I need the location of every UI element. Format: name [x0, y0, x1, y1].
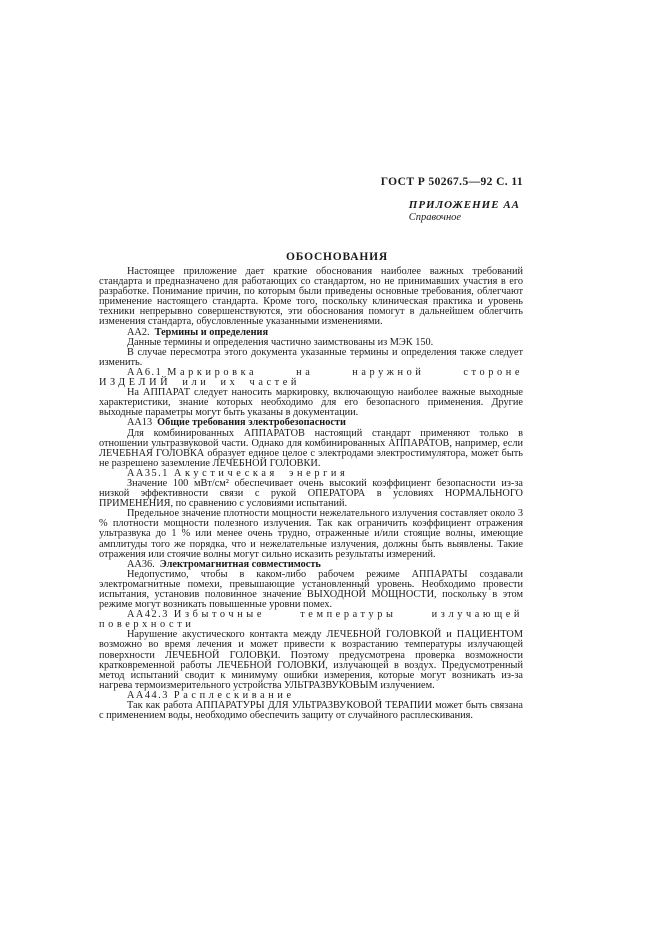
section-number: АА44.3: [127, 689, 169, 701]
section-heading-aa6-1: [99, 368, 523, 388]
section-title: Термины и определения: [154, 326, 269, 338]
section-heading-aa42-3: [99, 610, 523, 630]
page-header-gost-number: ГОСТ Р 50267.5—92 С. 11: [380, 176, 523, 188]
appendix-type: Справочное: [408, 212, 462, 223]
section-title: Электромагнитная совместимость: [159, 558, 321, 570]
paragraph: Для комбинированных АППАРАТОВ настоящий стандарт применяют только в отношении ультразвуковой части. Однако для комбинированных АППАРАТОВ, например, если ЛЕЧЕБНАЯ ГОЛОВКА образует единое целое с электродами электростимулятора, может быть не разрешено заземление ЛЕЧЕБНОЙ ГОЛОВКИ.: [99, 427, 523, 469]
paragraph: Предельное значение плотности мощности нежелательного излучения составляет около 3 % плотности мощности полезного излучения. Так как ограничить коэффициент отражения ультразвука до 1 % или менее очень трудно, отраженные и/или стоящие волны, имеющие амплитуды того же порядка, что и нежелательные излучения, должны быть выявлены. Такие отражения или стоячие волны могут сильно исказить результаты измерений.: [99, 508, 523, 560]
section-number: АА2.: [127, 326, 150, 338]
paragraph: Недопустимо, чтобы в каком-либо рабочем режиме АППАРАТЫ создавали электромагнитные помехи, превышающие установленный уровень. Необходимо провести испытания, установив половинное значение ВЫХОДНОЙ МОЩНОСТИ, поскольку в этом режиме могут возникать повышенные уровни помех.: [99, 568, 523, 611]
section-title: Расплескивание: [173, 689, 295, 701]
section-title: Общие требования электробезопасности: [157, 417, 346, 429]
document-title: ОБОСНОВАНИЯ: [286, 251, 388, 263]
paragraph-intro: Настоящее приложение дает краткие обоснования наиболее важных требований стандарта и предназначено для работающих со стандартом, но не принимавших участия в его разработке. Понимание причин, по которым были приведены основные требования, облегчают применение настоящего стандарта. Кроме того, поскольку клиническая практика и уровень техники непрерывно совершенствуются, эти обоснования помогут в дальнейшем облегчить изменения стандарта, обусловленные указанными изменениями.: [99, 266, 523, 328]
paragraph: Значение 100 мВт/см² обеспечивает очень высокий коэффициент безопасности из-за низкой эффективности связи с рукой ОПЕРАТОРА в условиях НОРМАЛЬНОГО ПРИМЕНЕНИЯ, по сравнению с условиями испытаний.: [99, 477, 523, 510]
section-heading-aa13: [99, 418, 523, 428]
appendix-block: [409, 199, 520, 224]
paragraph: В случае пересмотра этого документа указанные термины и определения также следует изменить.: [99, 346, 523, 368]
section-number: АА36.: [127, 558, 155, 570]
document-page: [99, 176, 523, 721]
paragraph: Нарушение акустического контакта между ЛЕЧЕБНОЙ ГОЛОВКОЙ и ПАЦИЕНТОМ возможно во время лечения и может привести к возрастанию температуры излучающей поверхности ЛЕЧЕБНОЙ ГОЛОВКИ. Поэтому предусмотрена проверка возможности кратковременной работы ЛЕЧЕБНОЙ ГОЛОВКИ, излучающей в воздух. Предусмотренный метод испытаний сводит к минимуму ошибки измерения, которые могут возникать из-за нагрева термоизмерительного устройства УЛЬТРАЗВУКОВЫМ излучением.: [99, 629, 523, 691]
section-title: Акустическая энергия: [173, 467, 349, 479]
section-number: АА13: [127, 417, 153, 429]
section-number: АА6.1: [127, 366, 163, 378]
document-body: [99, 267, 523, 721]
section-title: Маркировка на наружной стороне ИЗДЕЛИЙ или их частей: [99, 366, 523, 389]
paragraph: Так как работа АППАРАТУРЫ ДЛЯ УЛЬТРАЗВУКОВОЙ ТЕРАПИИ может быть связана с применением воды, необходимо обеспечить защиту от случайного расплескивания.: [99, 700, 523, 722]
appendix-label: ПРИЛОЖЕНИЕ АА: [408, 199, 520, 211]
paragraph: Данные термины и определения частично заимствованы из МЭК 150.: [127, 336, 434, 348]
paragraph: На АППАРАТ следует наносить маркировку, включающую наиболее важные выходные характеристики, знание которых необходимо для его безопасного применения. Другие выходные параметры могут быть указаны в документации.: [99, 387, 523, 419]
section-number: АА42.3: [127, 609, 169, 621]
section-number: АА35.1: [127, 467, 169, 479]
section-title: Избыточные температуры излучающей поверхности: [99, 609, 523, 631]
